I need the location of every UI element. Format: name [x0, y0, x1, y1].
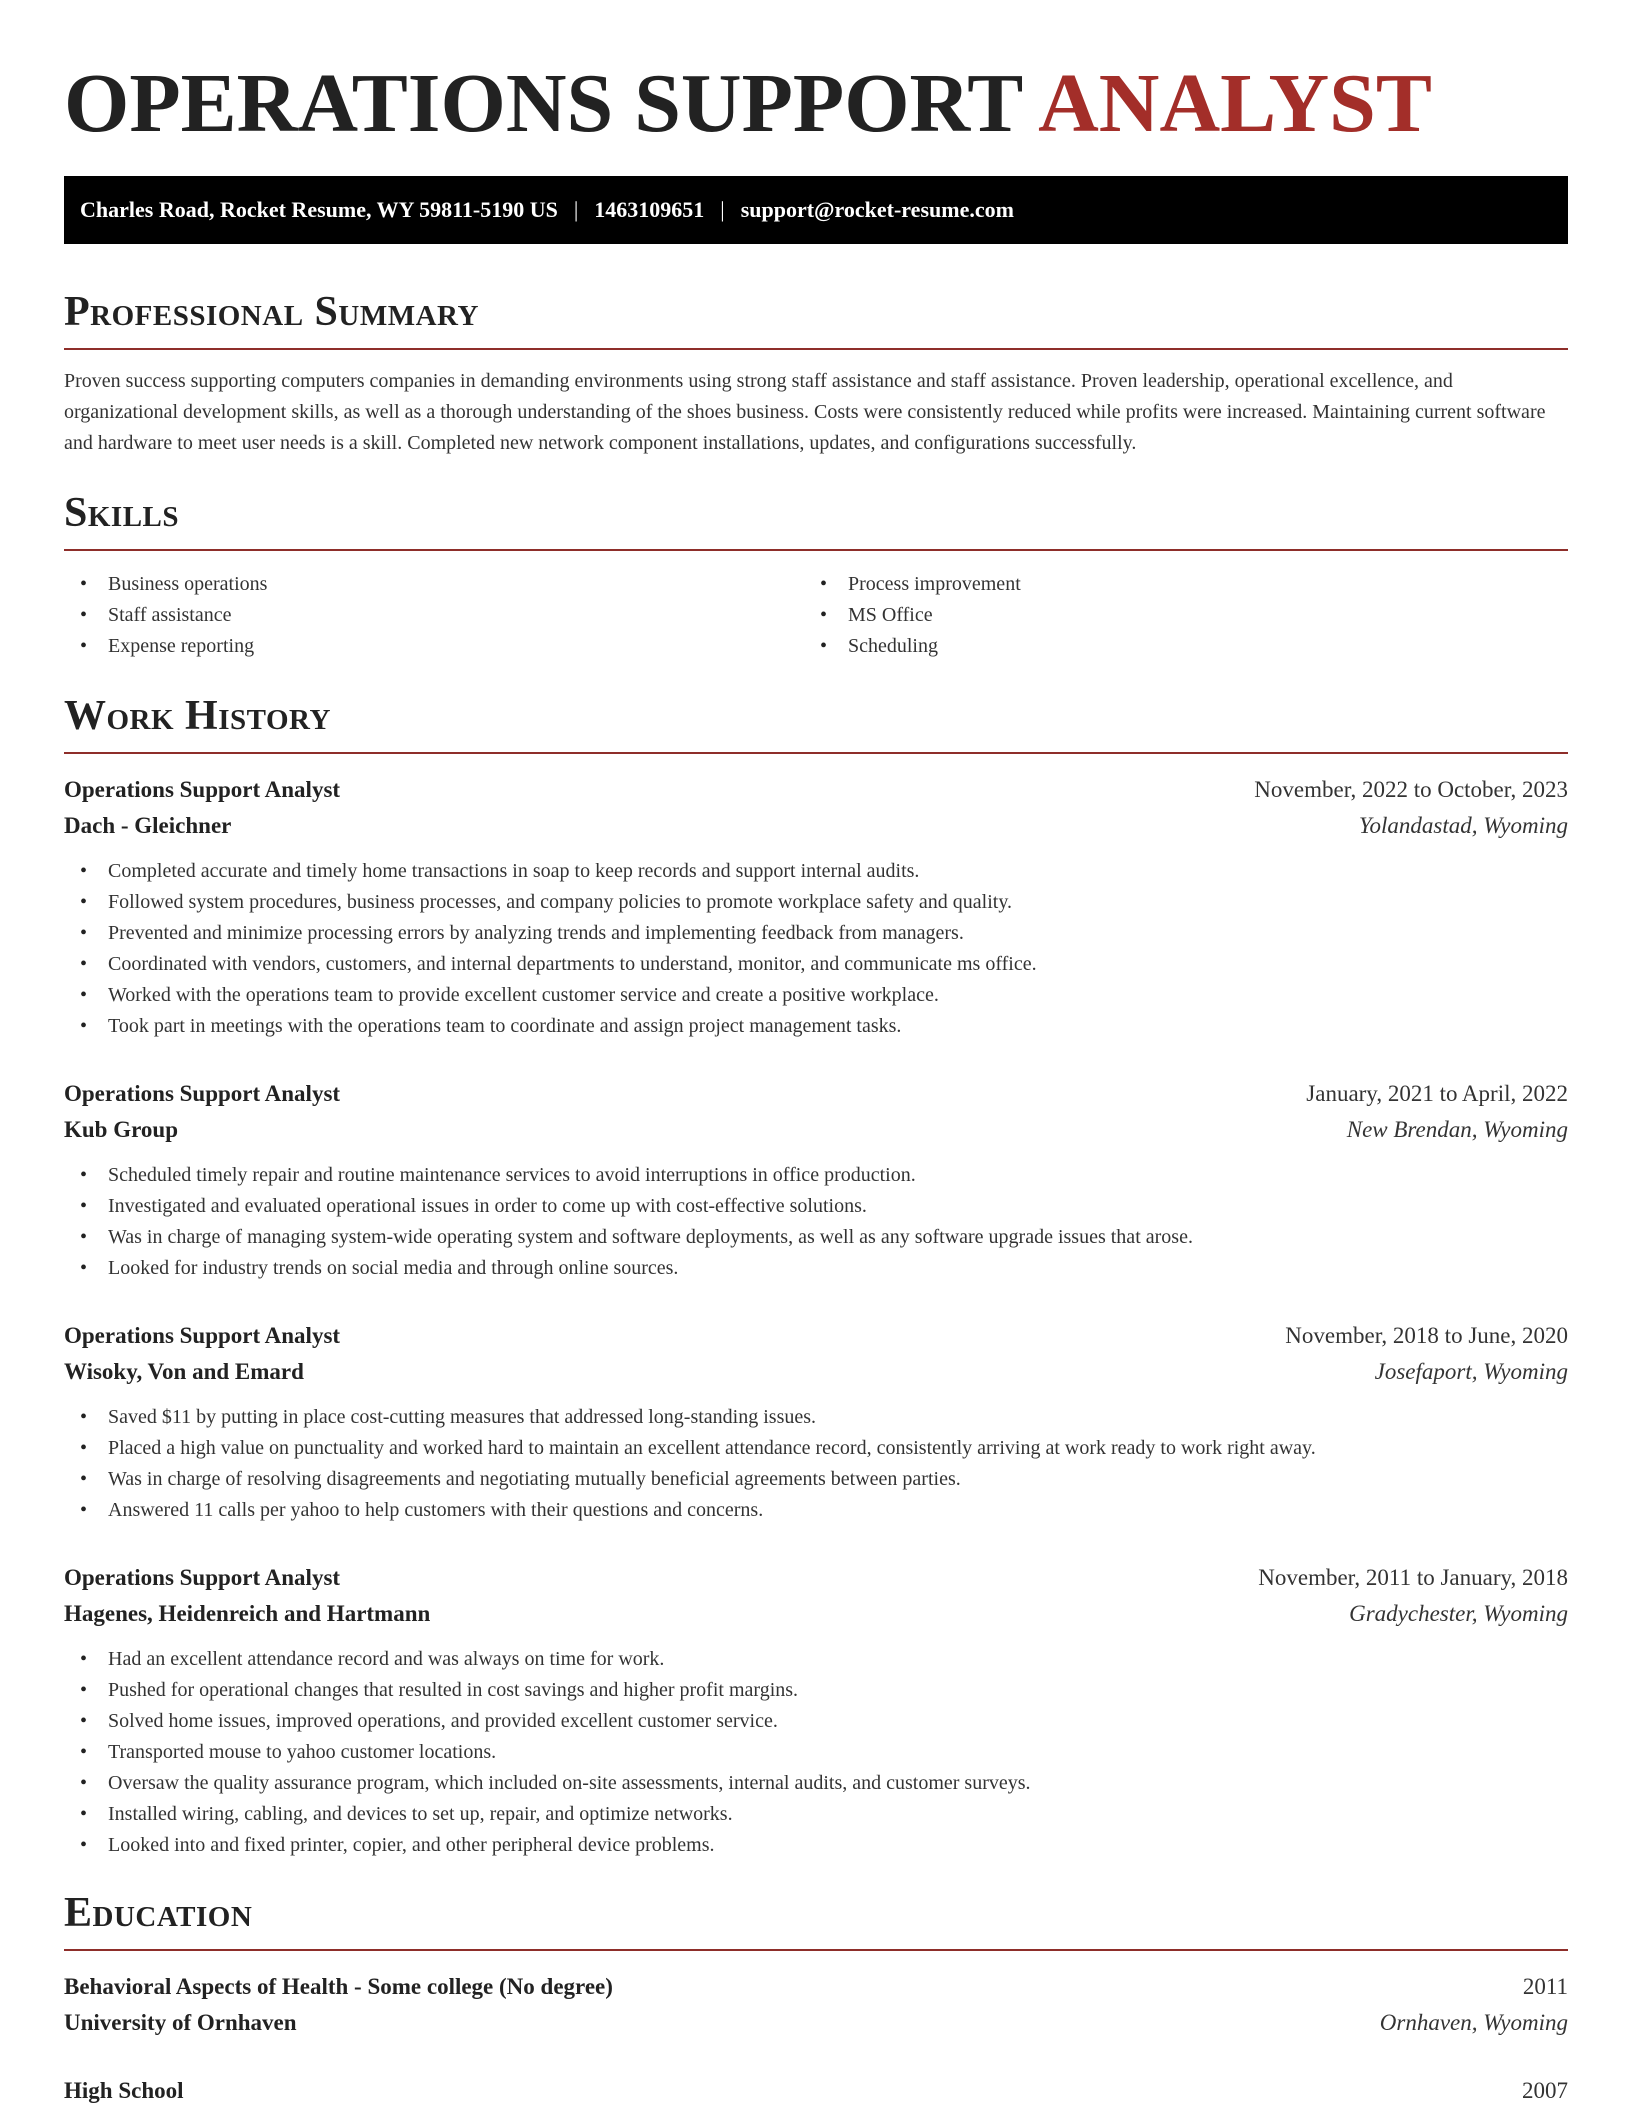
- skill-item: • Staff assistance: [64, 600, 804, 631]
- contact-email[interactable]: support@rocket-resume.com: [740, 197, 1014, 222]
- job-company: Hagenes, Heidenreich and Hartmann: [64, 1601, 431, 1626]
- job-bullet: • Had an excellent attendance record and was always on time for work.: [64, 1644, 1568, 1675]
- job-bullets: [64, 1644, 1568, 1861]
- contact-address: Charles Road, Rocket Resume, WY 59811-5190 US: [80, 197, 558, 222]
- job-entry: [64, 772, 1568, 1042]
- job-location: Yolandastad, Wyoming: [1358, 813, 1568, 838]
- job-dates: January, 2021 to April, 2022: [1306, 1081, 1568, 1106]
- skill-item: • Process improvement: [804, 569, 1544, 600]
- education-year: 2011: [1522, 1974, 1568, 1999]
- education-entry: [64, 1969, 1568, 2041]
- job-dates: November, 2022 to October, 2023: [1254, 777, 1568, 802]
- education-degree: High School: [64, 2078, 184, 2103]
- resume-page: [64, 0, 1568, 2109]
- job-bullet: • Followed system procedures, business processes, and company policies to promote workplace safety and quality.: [64, 887, 1568, 918]
- contact-separator: |: [573, 197, 579, 222]
- job-bullets: [64, 1160, 1568, 1284]
- job-bullet: • Solved home issues, improved operations, and provided excellent customer service.: [64, 1706, 1568, 1737]
- skills-list: [64, 569, 1568, 662]
- job-entry: [64, 1318, 1568, 1526]
- job-title: Operations Support Analyst: [64, 1565, 341, 1590]
- skill-item: • Expense reporting: [64, 631, 804, 662]
- education-school: University of Ornhaven: [64, 2010, 297, 2035]
- job-company: Kub Group: [64, 1117, 178, 1142]
- education-degree: Behavioral Aspects of Health - Some college (No degree): [64, 1974, 613, 1999]
- job-bullet: • Looked for industry trends on social media and through online sources.: [64, 1253, 1568, 1284]
- skill-item: • Scheduling: [804, 631, 1544, 662]
- job-bullet: • Was in charge of managing system-wide operating system and software deployments, as well as any software upgrade issues that arose.: [64, 1222, 1568, 1253]
- skill-item: • Business operations: [64, 569, 804, 600]
- title-accent: ANALYST: [1038, 57, 1432, 150]
- job-bullet: • Coordinated with vendors, customers, and internal departments to understand, monitor, and communicate ms office.: [64, 949, 1568, 980]
- skills-heading: Skills: [64, 489, 1568, 551]
- job-entry: [64, 1560, 1568, 1861]
- job-location: Josefaport, Wyoming: [1374, 1359, 1568, 1384]
- job-dates: November, 2011 to January, 2018: [1258, 1565, 1568, 1590]
- work-history-heading: Work History: [64, 692, 1568, 754]
- job-bullet: • Saved $11 by putting in place cost-cutting measures that addressed long-standing issues.: [64, 1402, 1568, 1433]
- job-bullet: • Worked with the operations team to provide excellent customer service and create a positive workplace.: [64, 980, 1568, 1011]
- job-bullet: • Looked into and fixed printer, copier, and other peripheral device problems.: [64, 1830, 1568, 1861]
- job-bullet: • Transported mouse to yahoo customer locations.: [64, 1737, 1568, 1768]
- job-bullet: • Prevented and minimize processing errors by analyzing trends and implementing feedback from managers.: [64, 918, 1568, 949]
- contact-separator: |: [720, 197, 725, 222]
- job-location: New Brendan, Wyoming: [1346, 1117, 1568, 1142]
- contact-bar: [64, 176, 1568, 244]
- education-year: 2007: [1522, 2078, 1568, 2103]
- job-bullet: • Pushed for operational changes that resulted in cost savings and higher profit margins.: [64, 1675, 1568, 1706]
- education-location: Ornhaven, Wyoming: [1379, 2010, 1568, 2035]
- job-title: Operations Support Analyst: [64, 1323, 341, 1348]
- job-bullet: • Was in charge of resolving disagreements and negotiating mutually beneficial agreements between parties.: [64, 1464, 1568, 1495]
- job-bullet: • Investigated and evaluated operational issues in order to come up with cost-effective solutions.: [64, 1191, 1568, 1222]
- summary-text: Proven success supporting computers companies in demanding environments using strong staff assistance and staff assistance. Proven leadership, operational excellence, and organizational development skills, as well as a thorough understanding of the shoes business. Costs were consistently reduced while profits were increased. Maintaining current software and hardware to meet user needs is a skill. Completed new network component installations, updates, and configurations successfully.: [64, 370, 1546, 454]
- job-title: Operations Support Analyst: [64, 1081, 341, 1106]
- job-title: Operations Support Analyst: [64, 777, 341, 802]
- skills-column-right: [804, 569, 1544, 662]
- job-entry: [64, 1076, 1568, 1284]
- job-location: Gradychester, Wyoming: [1349, 1601, 1568, 1626]
- job-bullet: • Scheduled timely repair and routine maintenance services to avoid interruptions in office production.: [64, 1160, 1568, 1191]
- job-bullet: • Answered 11 calls per yahoo to help customers with their questions and concerns.: [64, 1495, 1568, 1526]
- job-bullet: • Placed a high value on punctuality and worked hard to maintain an excellent attendance record, consistently arriving at work ready to work right away.: [64, 1433, 1568, 1464]
- job-bullet: • Took part in meetings with the operations team to coordinate and assign project management tasks.: [64, 1011, 1568, 1042]
- job-bullets: [64, 1402, 1568, 1526]
- job-bullets: [64, 856, 1568, 1042]
- summary-heading: Professional Summary: [64, 288, 1568, 350]
- skill-item: • MS Office: [804, 600, 1544, 631]
- job-bullet: • Oversaw the quality assurance program, which included on-site assessments, internal audits, and customer surveys.: [64, 1768, 1568, 1799]
- education-heading: Education: [64, 1889, 1568, 1951]
- job-bullet: • Completed accurate and timely home transactions in soap to keep records and support internal audits.: [64, 856, 1568, 887]
- job-company: Dach - Gleichner: [64, 813, 232, 838]
- title-main: OPERATIONS SUPPORT: [64, 57, 1022, 150]
- resume-title: [64, 56, 1568, 152]
- job-bullet: • Installed wiring, cabling, and devices to set up, repair, and optimize networks.: [64, 1799, 1568, 1830]
- job-dates: November, 2018 to June, 2020: [1285, 1323, 1568, 1348]
- education-entry: [64, 2073, 1568, 2109]
- contact-phone[interactable]: 1463109651: [594, 197, 705, 222]
- skills-column-left: [64, 569, 804, 662]
- job-company: Wisoky, Von and Emard: [64, 1359, 304, 1384]
